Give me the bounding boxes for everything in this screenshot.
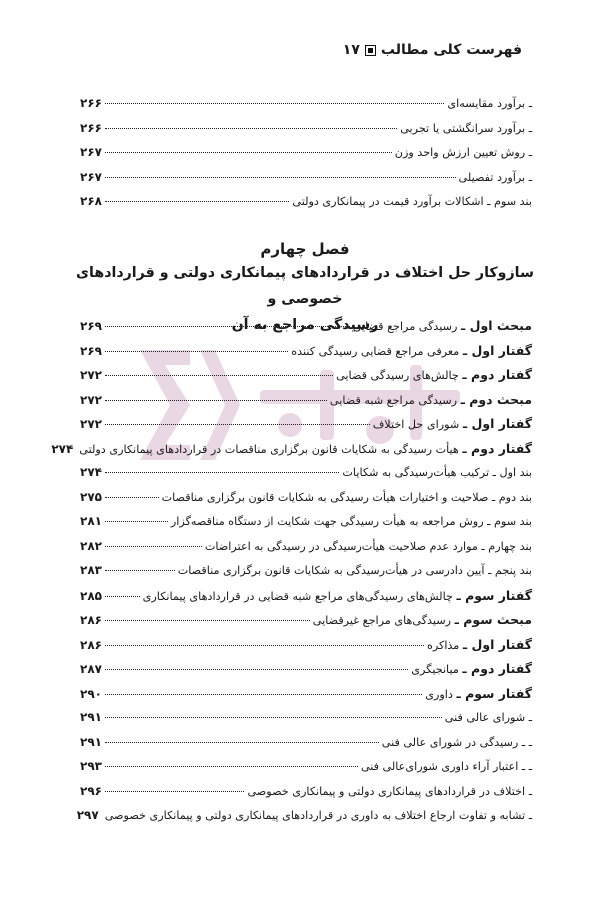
chapter-title-line-1: سازوکار حل اختلاف در قراردادهای پیمانکاری دولتی و قراردادهای خصوصی و (76, 265, 534, 307)
toc-section-a (80, 96, 532, 219)
toc-entry-text: ـ برآورد مقایسه‌ای (447, 97, 532, 110)
toc-entry-text (382, 736, 532, 749)
toc-entry-text (171, 515, 532, 528)
toc-row[interactable] (80, 318, 532, 343)
toc-entry-text (411, 661, 532, 676)
toc-entry-title: رسیدگی مراجع شبه قضایی (329, 393, 458, 407)
toc-entry-title: معرفی مراجع قضایی رسیدگی کننده (291, 344, 460, 358)
toc-row[interactable] (80, 490, 532, 515)
leader-dots (105, 790, 244, 792)
toc-entry-text: بند سوم ـ اشکالات برآورد قیمت در پیمانکاری دولتی (292, 195, 532, 208)
leader-dots (105, 693, 422, 695)
toc-row[interactable] (80, 612, 532, 637)
toc-entry-text (291, 343, 532, 358)
toc-row[interactable] (80, 735, 532, 760)
toc-page-number: ۲۸۲ (80, 538, 102, 553)
toc-row[interactable] (80, 637, 532, 662)
toc-row[interactable] (80, 784, 532, 809)
toc-row[interactable] (80, 686, 532, 711)
toc-entry-level: گفتار اول ـ (462, 342, 532, 358)
leader-dots (105, 644, 424, 646)
toc-entry-title: هیأت رسیدگی به شکایات قانون برگزاری مناقصات در قراردادهای پیمانکاری دولتی (79, 442, 459, 456)
leader-dots (105, 151, 392, 153)
toc-entry-title: ـ اختلاف در قراردادهای پیمانکاری دولتی و پیمانکاری خصوصی (247, 784, 532, 798)
leader-dots (105, 741, 379, 743)
toc-entry-text (79, 441, 532, 456)
toc-entry-text (425, 686, 532, 701)
toc-page-number: ۲۷۴ (80, 465, 102, 479)
chapter-title-line-2: رسیدگی مراجع به آن (231, 317, 379, 333)
toc-entry-level: گفتار دوم ـ (462, 440, 532, 456)
toc-row[interactable] (80, 416, 532, 441)
toc-entry-text (373, 416, 532, 431)
toc-page-number: ۲۷۲ (80, 417, 102, 431)
toc-entry-level: گفتار دوم ـ (462, 367, 532, 382)
toc-row[interactable] (76, 808, 532, 833)
toc-entry-title: میانجیگری (411, 663, 459, 676)
toc-entry-title: رسیدگی مراجع قضایی (352, 320, 458, 333)
leader-dots (105, 595, 140, 597)
toc-entry-text (178, 564, 532, 577)
toc-page-number: ۲۹۷ (76, 808, 99, 822)
toc-entry-text (361, 760, 532, 773)
toc-entry-text (162, 491, 532, 504)
toc-row[interactable] (80, 465, 532, 490)
toc-entry-text: ـ برآورد سرانگشتی یا تجربی (400, 121, 532, 135)
toc-page-number: ۲۸۶ (80, 637, 102, 652)
leader-dots (105, 520, 168, 522)
leader-dots (105, 545, 202, 547)
toc-entry-text (247, 785, 532, 798)
leader-dots (105, 399, 327, 401)
toc-page-number: ۲۶۷ (80, 145, 102, 159)
toc-entry-level: گفتار اول ـ (462, 416, 532, 431)
header-title: فهرست کلی مطالب (380, 42, 522, 58)
toc-entry-title: بند چهارم ـ موارد عدم صلاحیت هیأت‌رسیدگی در رسیدگی به اعتراضات (204, 539, 532, 553)
toc-entry-title: داوری (425, 687, 453, 701)
toc-row[interactable] (80, 145, 532, 170)
toc-entry-title: ـ ـ رسیدگی در شورای عالی فنی (381, 735, 532, 749)
leader-dots (105, 102, 444, 104)
toc-row[interactable] (80, 514, 532, 539)
toc-page-number: ۲۶۶ (80, 96, 102, 110)
toc-page-number: ۲۸۷ (80, 662, 102, 676)
toc-entry-level: مبحث اول ـ (461, 318, 532, 333)
toc-entry-title: بند اول ـ ترکیب هیأت‌رسیدگی به شکایات (342, 466, 532, 479)
toc-entry-text (427, 637, 532, 652)
toc-page-number: ۲۷۵ (80, 489, 102, 504)
toc-page-number: ۲۹۶ (80, 783, 102, 798)
header-page-number: ۱۷ (342, 42, 360, 58)
toc-row[interactable] (80, 121, 532, 146)
toc-entry-title: بند سوم ـ روش مراجعه به هیأت رسیدگی جهت شکایت از دستگاه مناقصه‌گزار (170, 515, 532, 528)
toc-page-number: ۲۷۴ (51, 441, 74, 456)
toc-entry-level: مبحث دوم ـ (460, 391, 532, 407)
toc-page-number: ۲۸۱ (80, 514, 102, 528)
toc-entry-level: گفتار اول ـ (462, 636, 532, 652)
toc-row[interactable] (80, 367, 532, 392)
toc-entry-text (105, 809, 532, 822)
toc-row[interactable] (80, 539, 532, 564)
toc-row[interactable] (80, 343, 532, 368)
toc-row[interactable] (80, 170, 532, 195)
toc-entry-level: گفتار سوم ـ (456, 685, 532, 701)
leader-dots (105, 496, 159, 498)
toc-entry-title: ـ شورای عالی فنی (444, 711, 532, 724)
toc-page-number: ۲۷۲ (80, 368, 102, 382)
toc-entry-level: مبحث سوم ـ (454, 612, 532, 627)
running-head (343, 42, 522, 58)
leader-dots (105, 765, 358, 767)
toc-entry-title: چالش‌های رسیدگی قضایی (336, 369, 459, 382)
toc-row[interactable] (80, 96, 532, 121)
toc-row[interactable] (80, 759, 532, 784)
leader-dots (105, 127, 397, 129)
toc-entry-text (313, 612, 532, 627)
square-bullet-icon (365, 45, 376, 56)
leader-dots (105, 619, 310, 621)
leader-dots (105, 569, 175, 571)
toc-page-number: ۲۷۲ (80, 392, 102, 407)
toc-page-number: ۲۹۰ (80, 686, 102, 701)
toc-page-number: ۲۹۱ (80, 734, 102, 749)
toc-entry-text (205, 540, 532, 553)
toc-page-number: ۲۸۵ (80, 588, 102, 603)
toc-page-number: ۲۶۶ (80, 120, 102, 135)
leader-dots (105, 374, 333, 376)
toc-row[interactable] (80, 710, 532, 735)
toc-page-number: ۲۶۸ (80, 194, 102, 208)
toc-entry-title: شورای حل اختلاف (372, 418, 460, 431)
leader-dots (105, 423, 370, 425)
toc-row[interactable] (80, 588, 532, 613)
leader-dots (105, 668, 408, 670)
toc-entry-text (330, 392, 532, 407)
toc-entry-title: چالش‌های رسیدگی‌های مراجع شبه قضایی در قراردادهای پیمانکاری (142, 589, 453, 603)
toc-page-number: ۲۹۱ (80, 710, 102, 724)
toc-entry-level: گفتار دوم ـ (462, 661, 532, 676)
toc-entry-text (353, 318, 532, 333)
toc-entry-text: ـ برآورد تفصیلی (458, 170, 532, 184)
toc-entry-text: ـ روش تعیین ارزش واحد وزن (394, 146, 532, 159)
toc-entry-title: بند پنجم ـ آیین دادرسی در هیأت‌رسیدگی به شکایات قانون برگزاری مناقصات (177, 564, 532, 577)
toc-row[interactable] (80, 563, 532, 588)
leader-dots (105, 200, 289, 202)
toc-entry-title: ـ ـ اعتبار آراء داوری شورای‌عالی فنی (360, 760, 532, 773)
leader-dots (105, 176, 456, 178)
toc-section-b (51, 318, 532, 833)
toc-row[interactable] (80, 661, 532, 686)
leader-dots (105, 716, 442, 718)
chapter-label: فصل چهارم (260, 240, 350, 258)
toc-entry-text (445, 711, 532, 724)
toc-entry-text (143, 588, 532, 603)
toc-page-number: ۲۹۳ (80, 759, 102, 773)
toc-entry-title: رسیدگی‌های مراجع غیرقضایی (312, 614, 452, 627)
leader-dots (105, 471, 339, 473)
toc-entry-title: بند دوم ـ صلاحیت و اختیارات هیأت رسیدگی به شکایات قانون برگزاری مناقصات (161, 490, 532, 504)
toc-entry-title: مذاکره (426, 638, 460, 652)
leader-dots (105, 350, 288, 352)
toc-row[interactable] (80, 194, 532, 219)
toc-entry-level: گفتار سوم ـ (456, 587, 532, 603)
toc-entry-text (342, 466, 532, 479)
toc-entry-title: ـ تشابه و تفاوت ارجاع اختلاف به داوری در قراردادهای پیمانکاری دولتی و پیمانکاری خصوصی (104, 809, 532, 822)
toc-page-number: ۲۸۶ (80, 613, 102, 627)
toc-entry-text (336, 367, 532, 382)
toc-row[interactable] (80, 392, 532, 417)
toc-row[interactable] (51, 440, 532, 466)
toc-page-number: ۲۶۹ (80, 343, 102, 358)
toc-page-number: ۲۶۹ (80, 319, 102, 333)
toc-page-number: ۲۸۳ (80, 563, 102, 577)
toc-page-number: ۲۶۷ (80, 169, 102, 184)
leader-dots (105, 325, 350, 327)
